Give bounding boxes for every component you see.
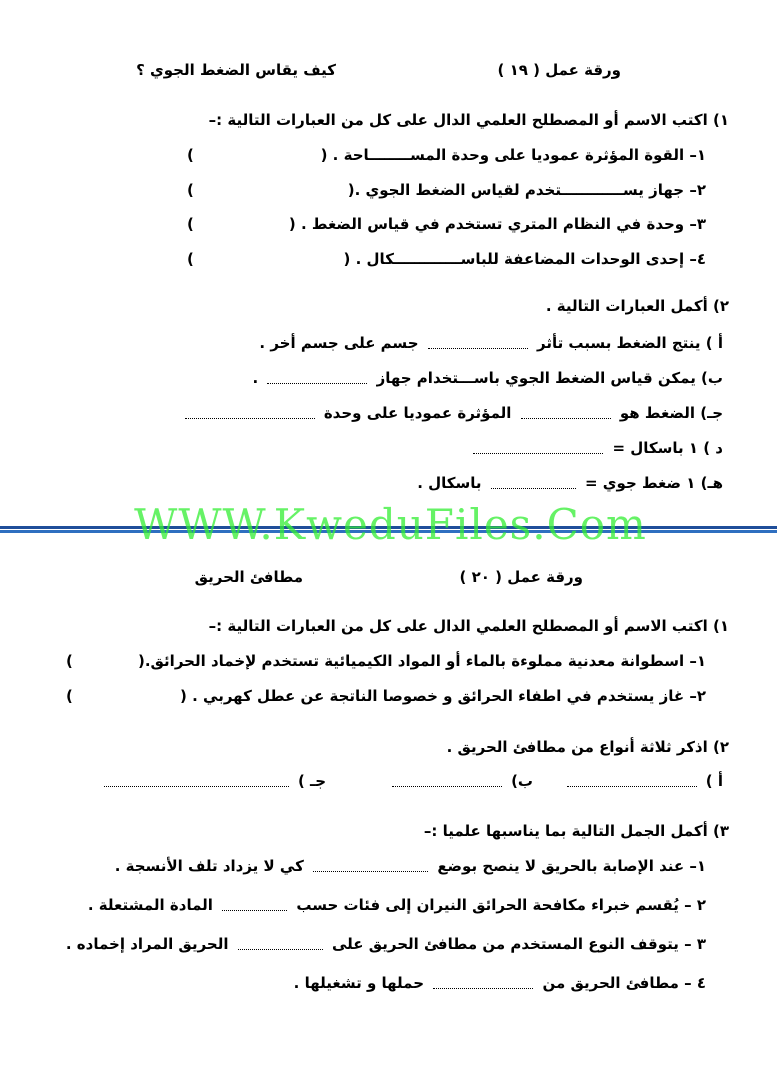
ws20-q3-4	[294, 974, 706, 992]
ws19-q2-b-part1: ب) يمكن قياس الضغط الجوي باســـتخدام جهاز	[376, 369, 723, 387]
ws20-q2-b-label: ب)	[511, 772, 533, 790]
ws19-q2-e-part2: باسكال .	[417, 474, 482, 492]
ws20-q2-a-label: أ )	[705, 772, 723, 790]
ws20-q3-3	[66, 935, 706, 953]
ws20-q2-a	[563, 772, 723, 790]
ws20-q2-b	[388, 772, 533, 790]
blank[interactable]	[491, 478, 576, 489]
blank[interactable]	[392, 776, 502, 787]
ws19-q2-c	[181, 404, 723, 422]
blank[interactable]	[473, 443, 603, 454]
ws20-q2-c	[100, 772, 326, 790]
ws19-q2-b	[252, 369, 723, 387]
blank[interactable]	[567, 776, 697, 787]
ws19-topic: كيف يقاس الضغط الجوي ؟	[136, 61, 336, 79]
ws20-q2-c-label: جـ )	[297, 772, 326, 790]
blank[interactable]	[521, 408, 611, 419]
ws19-q2-e	[417, 474, 723, 492]
blank[interactable]	[433, 978, 533, 989]
ws19-q2-c-part2: المؤثرة عموديا على وحدة	[323, 404, 512, 422]
ws20-q3-1-part1: ١– عند الإصابة بالحريق لا ينصح بوضع	[437, 857, 706, 875]
ws20-q3-heading: ٣) أكمل الجمل التالية بما يناسبها علميا :–	[423, 822, 729, 840]
ws20-q1-item-1: ١– اسطوانة معدنية مملوءة بالماء أو المواد الكيميائية تستخدم لإخماد الحرائق.(	[137, 652, 706, 670]
ws19-q1-item-4: ٤– إحدى الوحدات المضاعفة للباســـــــــــــكال . (	[343, 250, 706, 268]
ws20-q1-heading: ١) اكتب الاسم أو المصطلح العلمي الدال على كل من العبارات التالية :–	[208, 617, 729, 635]
ws19-q1-heading: ١) اكتب الاسم أو المصطلح العلمي الدال على كل من العبارات التالية :–	[208, 111, 729, 129]
ws20-topic: مطافئ الحريق	[194, 568, 303, 586]
watermark: WWW.KweduFiles.Com	[134, 500, 647, 549]
blank[interactable]	[313, 861, 428, 872]
blank[interactable]	[185, 408, 315, 419]
ws19-q1-close-1: )	[187, 146, 194, 164]
ws20-q3-4-part2: حملها و تشغيلها .	[293, 974, 425, 992]
ws19-q2-d-part1: د ) ١ باسكال =	[612, 439, 723, 457]
blank[interactable]	[267, 373, 367, 384]
ws20-q3-2-part1: ٢ – يُقسم خبراء مكافحة الحرائق النيران إلى فئات حسب	[296, 896, 706, 914]
ws20-q1-close-1: )	[66, 652, 73, 670]
blank[interactable]	[222, 900, 287, 911]
ws20-q3-4-part1: ٤ – مطافئ الحريق من	[542, 974, 706, 992]
blank[interactable]	[104, 776, 289, 787]
ws20-q2-heading: ٢) اذكر ثلاثة أنواع من مطافئ الحريق .	[446, 738, 729, 756]
ws19-q2-a	[259, 334, 723, 352]
ws19-q2-c-part1: جـ) الضغط هو	[619, 404, 723, 422]
ws19-q1-close-4: )	[187, 250, 194, 268]
ws19-q2-a-part2: جسم على جسم أخر .	[259, 334, 419, 352]
ws20-q3-2	[88, 896, 706, 914]
ws20-q3-1	[115, 857, 706, 875]
ws19-q2-d	[469, 439, 723, 457]
ws20-q1-close-2: )	[66, 687, 73, 705]
ws19-q1-close-3: )	[187, 215, 194, 233]
ws20-q3-3-part1: ٣ – يتوقف النوع المستخدم من مطافئ الحريق على	[331, 935, 706, 953]
ws20-q3-3-part2: الحريق المراد إخماده .	[65, 935, 229, 953]
ws20-q3-1-part2: كي لا يزداد تلف الأنسجة .	[114, 857, 304, 875]
ws19-q2-heading: ٢) أكمل العبارات التالية .	[545, 297, 729, 315]
ws19-q2-a-part1: أ ) ينتج الضغط بسبب تأثر	[536, 334, 723, 352]
ws19-q1-item-2: ٢– جهاز يســــــــــــتخدم لقياس الضغط الجوي .(	[347, 181, 706, 199]
ws20-q1-item-2: ٢– غاز يستخدم في اطفاء الحرائق و خصوصا الناتجة عن عطل كهربي . (	[180, 687, 706, 705]
blank[interactable]	[428, 338, 528, 349]
blank[interactable]	[238, 939, 323, 950]
ws19-title: ورقة عمل ( ١٩ )	[497, 61, 621, 79]
ws19-q1-close-2: )	[187, 181, 194, 199]
ws19-q1-item-1: ١– القوة المؤثرة عموديا على وحدة المســــــــاحة . (	[320, 146, 706, 164]
ws19-q2-b-part2: .	[252, 369, 259, 387]
ws19-q2-e-part1: هـ) ١ ضغط جوي =	[585, 474, 723, 492]
ws20-q3-2-part2: المادة المشتعلة .	[87, 896, 213, 914]
ws19-q1-item-3: ٣– وحدة في النظام المتري تستخدم في قياس الضغط . (	[288, 215, 706, 233]
ws20-title: ورقة عمل ( ٢٠ )	[459, 568, 583, 586]
